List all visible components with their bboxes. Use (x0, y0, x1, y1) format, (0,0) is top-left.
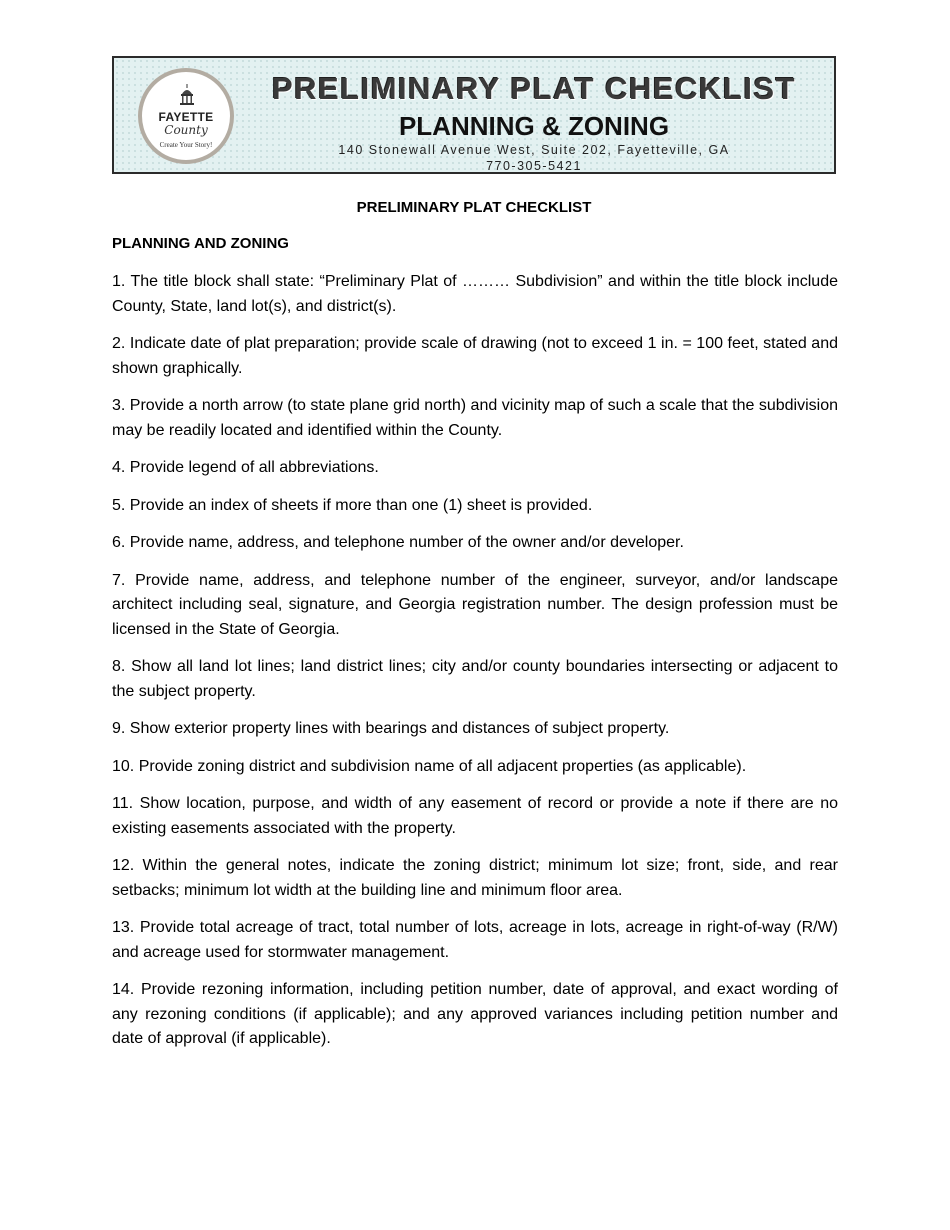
banner-title: PRELIMINARY PLAT CHECKLIST (271, 71, 797, 106)
courthouse-dome-icon (178, 84, 196, 106)
checklist-item: 6. Provide name, address, and telephone number of the owner and/or developer. (112, 534, 684, 551)
checklist-item: 14. Provide rezoning information, including petition number, date of approval, and exact wording of any rezoning conditions (if applicable); and any approved variances including petition number and date of approval (if applicable). (112, 981, 838, 1047)
checklist-item: 4. Provide legend of all abbreviations. (112, 459, 379, 476)
logo-county: County (164, 123, 208, 137)
checklist-item: 7. Provide name, address, and telephone number of the engineer, surveyor, and/or landscape architect including seal, signature, and Georgia registration number. The design profession must be licensed in the State of Georgia. (112, 571, 838, 638)
checklist-item: 12. Within the general notes, indicate the zoning district; minimum lot size; front, side, and rear setbacks; minimum lot width at the building line and minimum floor area. (112, 857, 838, 899)
checklist-item: 3. Provide a north arrow (to state plane grid north) and vicinity map of such a scale that the subdivision may be readily located and identified within the County. (112, 397, 838, 439)
header-banner (112, 56, 836, 174)
county-logo (138, 68, 234, 164)
checklist-item: 1. The title block shall state: “Preliminary Plat of ……… Subdivision” and within the title block include County, State, land lot(s), and district(s). (112, 273, 838, 315)
banner-phone: 770-305-5421 (486, 159, 582, 173)
banner-address: 140 Stonewall Avenue West, Suite 202, Fayetteville, GA (338, 143, 730, 157)
document-title: PRELIMINARY PLAT CHECKLIST (356, 199, 592, 216)
checklist-item: 13. Provide total acreage of tract, total number of lots, acreage in lots, acreage in right-of-way (R/W) and acreage used for stormwater management. (112, 919, 838, 961)
checklist-item: 5. Provide an index of sheets if more than one (1) sheet is provided. (112, 496, 593, 514)
logo-name: FAYETTE (158, 110, 214, 124)
section-heading: PLANNING AND ZONING (112, 235, 289, 252)
checklist (112, 270, 838, 1065)
checklist-item: 8. Show all land lot lines; land district lines; city and/or county boundaries intersecting or adjacent to the subject property. (112, 658, 838, 700)
checklist-item: 11. Show location, purpose, and width of any easement of record or provide a note if there are no existing easements associated with the property. (112, 795, 838, 837)
banner-subtitle: PLANNING & ZONING (398, 111, 670, 141)
checklist-item: 2. Indicate date of plat preparation; provide scale of drawing (not to exceed 1 in. = 100 feet, stated and shown graphically. (112, 335, 838, 377)
logo-tagline: Create Your Story! (159, 141, 213, 149)
checklist-item: 9. Show exterior property lines with bearings and distances of subject property. (112, 720, 670, 737)
checklist-item: 10. Provide zoning district and subdivision name of all adjacent properties (as applicable). (112, 757, 747, 775)
